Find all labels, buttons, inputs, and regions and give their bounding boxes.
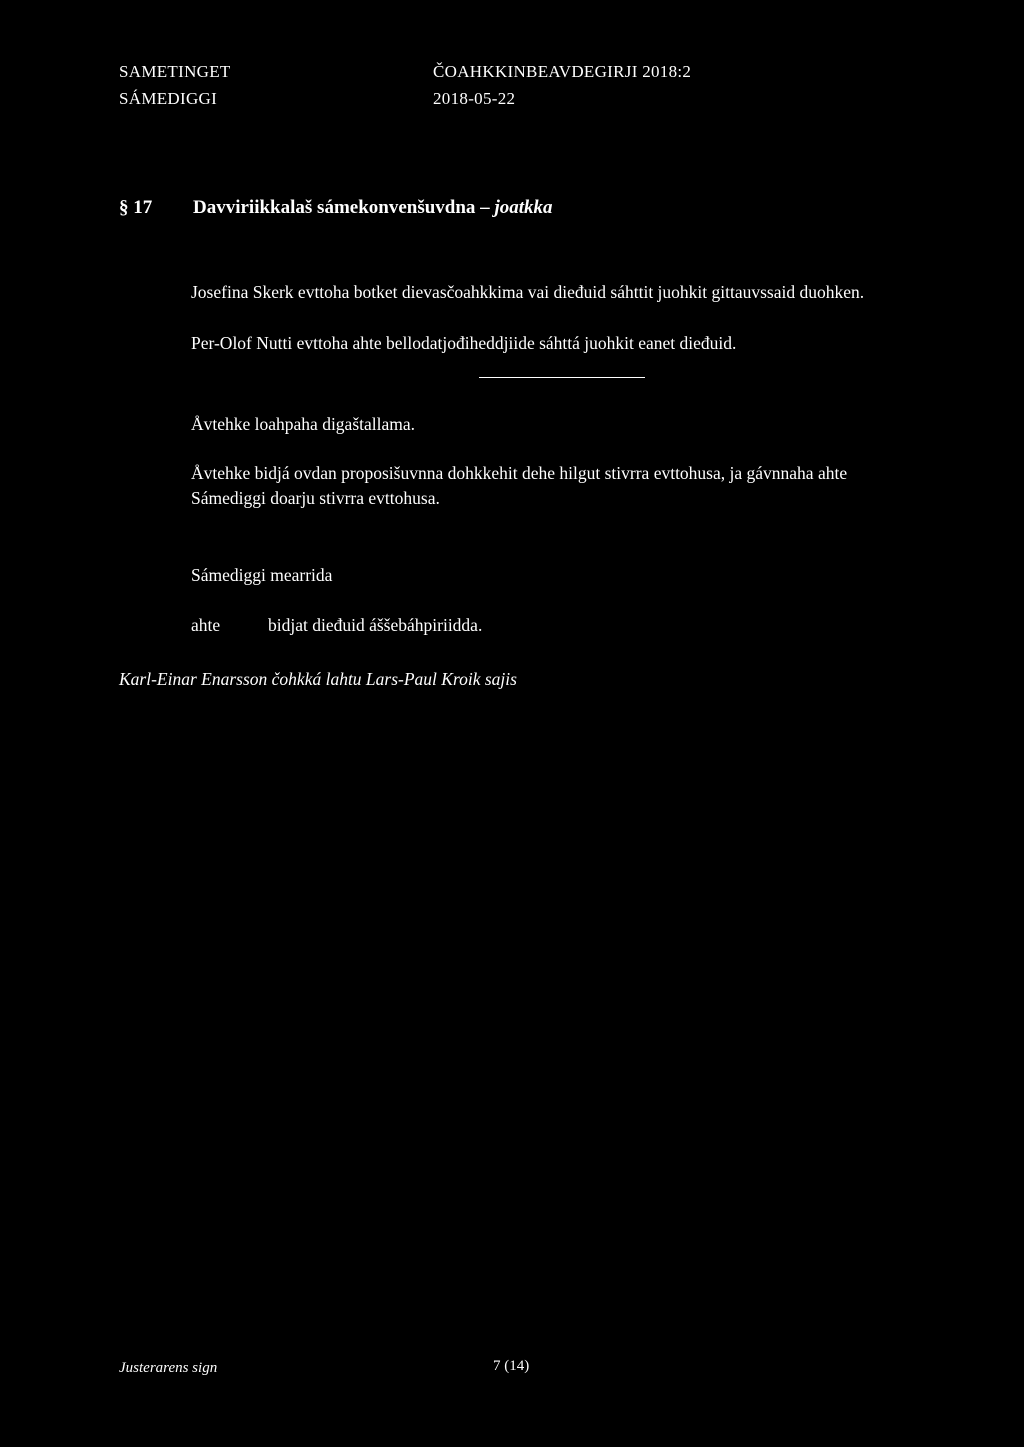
header-organization-sami: SÁMEDIGGI	[119, 89, 218, 108]
decision-text: bidjat dieđuid áššebáhpiriidda.	[268, 615, 483, 635]
header-date: 2018-05-22	[433, 89, 516, 108]
section-heading	[119, 197, 553, 219]
section-title: Davviriikkalaš sámekonvenšuvdna –	[193, 197, 495, 218]
paragraph-chair-proposal-line1: Åvtehke bidjá ovdan proposišuvnna dohkkehit dehe hilgut stivrra evttohusa, ja gávnnaha ahte	[191, 463, 848, 483]
paragraph-skerk-proposal: Josefina Skerk evttoha botket dievasčoahkkima vai dieđuid sáhttit juohkit gittauvssaid duohken.	[191, 282, 865, 302]
footer-sign-label: Justerarens sign	[119, 1360, 218, 1376]
header-organization-swedish: SAMETINGET	[119, 62, 231, 81]
section-title-suffix: joatkka	[494, 197, 553, 218]
header-document-title: ČOAHKKINBEAVDEGIRJI 2018:2	[433, 62, 692, 81]
decision-intro: Sámediggi mearrida	[191, 565, 333, 585]
decision-ahte: ahte	[191, 615, 221, 635]
footer-page-number: 7 (14)	[493, 1358, 530, 1374]
paragraph-nutti-proposal: Per-Olof Nutti evttoha ahte bellodatjođiheddjiide sáhttá juohkit eanet dieđuid.	[191, 333, 737, 353]
substitution-note: Karl-Einar Enarsson čohkká lahtu Lars-Paul Kroik sajis	[119, 669, 517, 689]
section-number: § 17	[119, 197, 153, 218]
paragraph-chair-proposal-line2: Sámediggi doarju stivrra evttohusa.	[191, 488, 440, 508]
paragraph-chair-closes: Åvtehke loahpaha digaštallama.	[191, 414, 416, 434]
divider-line	[479, 377, 645, 378]
